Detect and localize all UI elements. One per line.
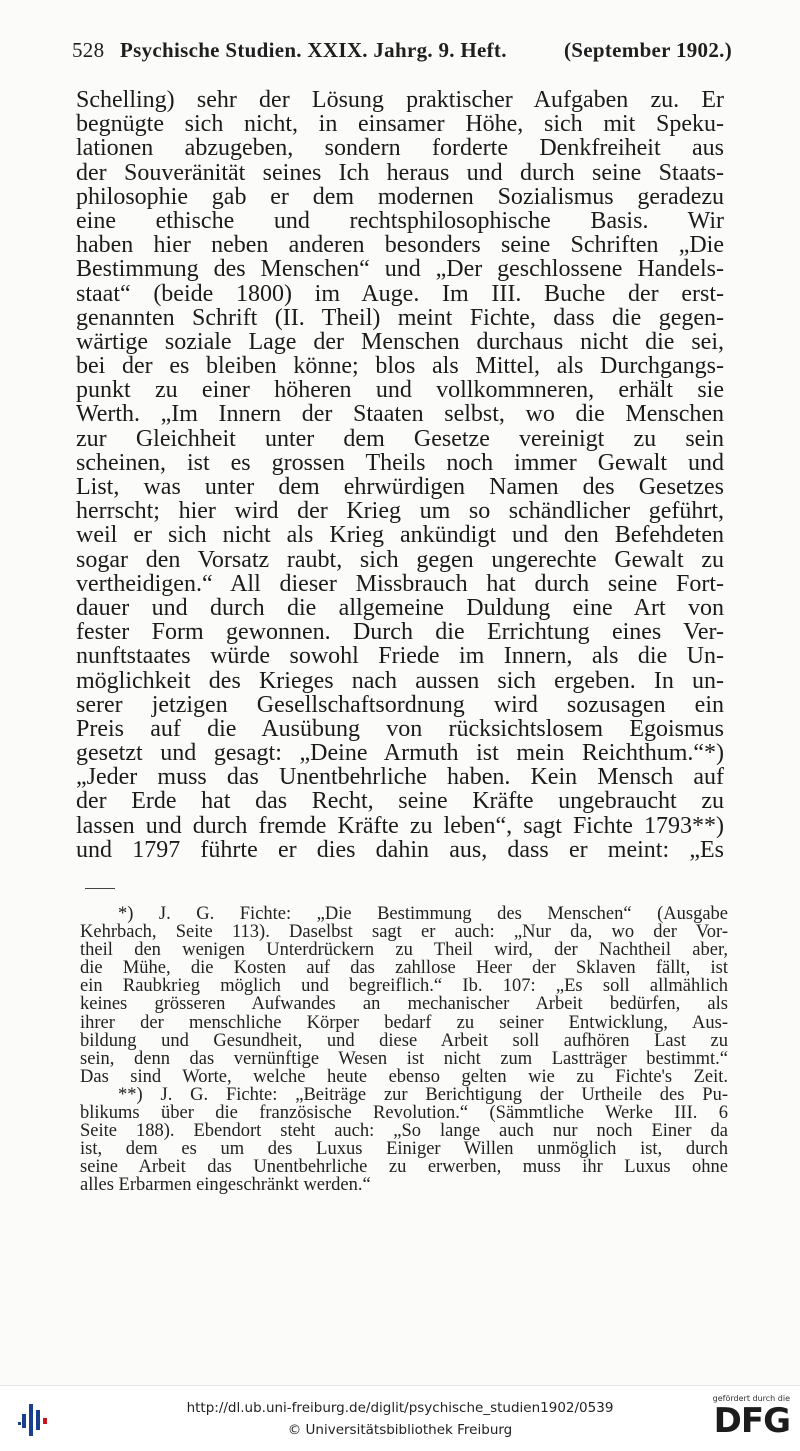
footnote-line: *) J. G. Fichte: „Die Bestimmung des Menschen“ (Ausgabe xyxy=(118,904,728,924)
footnote-line: die Mühe, die Kosten auf das zahllose Heer der Sklaven fällt, ist xyxy=(80,958,728,979)
text-line: lassen und durch fremde Kräfte zu leben“, sagt Fichte 1793**) xyxy=(76,812,724,839)
footnote-line: Seite 188). Ebendort steht auch: „So lange auch nur noch Einer da xyxy=(80,1121,728,1142)
running-header xyxy=(72,38,732,63)
text-line: wärtige soziale Lage der Menschen durchaus nicht die sei, xyxy=(76,328,724,355)
text-line: punkt zu einer höheren und vollkommneren, erhält sie xyxy=(76,377,724,404)
text-line: und 1797 führte er dies dahin aus, dass er meint: „Es xyxy=(76,836,724,863)
text-line: „Jeder muss das Unentbehrliche haben. Kein Mensch auf xyxy=(76,764,724,791)
journal-title: Psychische Studien. XXIX. Jahrg. 9. Heft. xyxy=(119,38,507,62)
footnote-line: keines grösseren Aufwandes an mechanischer Arbeit bedürfen, als xyxy=(80,994,728,1015)
footnote-line: Kehrbach, Seite 113). Daselbst sagt er auch: „Nur da, wo der Vor- xyxy=(80,922,728,943)
footnote-line: blikums über die französische Revolution.“ (Sämmtliche Werke III. 6 xyxy=(80,1103,728,1124)
text-line: der Souveränität seines Ich heraus und durch seine Staats- xyxy=(76,159,724,186)
footnote-line: seine Arbeit das Unentbehrliche zu erwerben, muss ihr Luxus ohne xyxy=(80,1157,728,1178)
main-text xyxy=(76,88,724,862)
text-line: vertheidigen.“ All dieser Missbrauch hat durch seine Fort- xyxy=(76,570,724,597)
footnotes xyxy=(80,905,728,1195)
text-line: eine ethische und rechtsphilosophische Basis. Wir xyxy=(76,207,724,234)
text-line: nunftstaates würde sowohl Friede im Innern, als die Un- xyxy=(76,643,724,670)
text-line: haben hier neben anderen besonders seine Schriften „Die xyxy=(76,232,724,259)
copyright-notice: © Universitätsbibliothek Freiburg xyxy=(287,1422,513,1438)
text-line: möglichkeit des Krieges nach aussen sich ergeben. In un- xyxy=(76,667,724,694)
dfg-caption: gefördert durch die xyxy=(712,1394,790,1403)
footnote-line: sein, denn das vernünftige Wesen ist nicht zum Lastträger bestimmt.“ xyxy=(80,1048,728,1069)
text-line: Schelling) sehr der Lösung praktischer Aufgaben zu. Er xyxy=(76,87,724,113)
text-line: gesetzt und gesagt: „Deine Armuth ist mein Reichthum.“*) xyxy=(76,740,724,767)
page-number: 528 xyxy=(72,38,105,62)
issue-date: (September 1902.) xyxy=(563,38,732,62)
text-line: staat“ (beide 1800) im Auge. Im III. Buche der erst- xyxy=(76,280,724,307)
text-line: philosophie gab er dem modernen Sozialismus geradezu xyxy=(76,183,724,210)
text-line: herrscht; hier wird der Krieg um so schändlicher geführt, xyxy=(76,498,724,525)
text-line: bei der es bleiben könne; blos als Mittel, als Durchgangs- xyxy=(76,353,724,380)
footnote-line: Das sind Worte, welche heute ebenso gelten wie zu Fichte's Zeit. xyxy=(80,1066,728,1087)
text-line: sogar den Vorsatz raubt, sich gegen ungerechte Gewalt zu xyxy=(76,546,724,573)
footnote-line: ist, dem es um des Luxus Einiger Willen unmöglich ist, durch xyxy=(80,1139,728,1160)
text-line: genannten Schrift (II. Theil) meint Fichte, dass die gegen- xyxy=(76,304,724,331)
text-line: Preis auf die Ausübung von rücksichtslosem Egoismus xyxy=(76,715,724,742)
footnote-line: bildung und Gesundheit, und diese Arbeit soll aufhören Last zu xyxy=(80,1030,728,1051)
text-line: weil er sich nicht als Krieg ankündigt und den Befehdeten xyxy=(76,522,724,549)
text-line: List, was unter dem ehrwürdigen Namen des Gesetzes xyxy=(76,474,724,500)
footnote-line: ihrer der menschliche Körper bedarf zu seiner Entwicklung, Aus- xyxy=(80,1012,728,1033)
footnote-line: **) J. G. Fichte: „Beiträge zur Berichtigung der Urtheile des Pu- xyxy=(118,1084,728,1105)
viewer-footer xyxy=(0,1385,800,1451)
text-line: serer jetzigen Gesellschaftsordnung wird sozusagen ein xyxy=(76,691,724,718)
footnote-line: ein Raubkrieg möglich und begreiflich.“ Ib. 107: „Es soll allmählich xyxy=(80,976,728,997)
footnote-divider xyxy=(85,888,115,889)
dfg-mark: DFG xyxy=(713,1401,790,1441)
text-line: Bestimmung des Menschen“ und „Der geschlossene Handels- xyxy=(76,256,724,283)
text-line: zur Gleichheit unter dem Gesetze vereinigt zu sein xyxy=(76,425,724,452)
text-line: scheinen, ist es grossen Theils noch immer Gewalt und xyxy=(76,449,724,476)
permalink-url[interactable]: http://dl.ub.uni-freiburg.de/diglit/psychische_studien1902/0539 xyxy=(186,1400,614,1416)
text-line: begnügte sich nicht, in einsamer Höhe, sich mit Speku- xyxy=(76,111,724,138)
footnote-line: alles Erbarmen eingeschränkt werden.“ xyxy=(80,1175,371,1196)
text-line: lationen abzugeben, sondern forderte Denkfreiheit aus xyxy=(76,135,724,162)
dfg-logo[interactable] xyxy=(704,1394,790,1444)
text-line: Werth. „Im Innern der Staaten selbst, wo die Menschen xyxy=(76,401,724,428)
text-line: fester Form gewonnen. Durch die Errichtung eines Ver- xyxy=(76,619,724,646)
text-line: der Erde hat das Recht, seine Kräfte ungebraucht zu xyxy=(76,788,724,815)
text-line: dauer und durch die allgemeine Duldung eine Art von xyxy=(76,594,724,621)
footnote-line: theil den wenigen Unterdrückern zu Theil wird, der Nachtheil aber, xyxy=(80,940,728,961)
